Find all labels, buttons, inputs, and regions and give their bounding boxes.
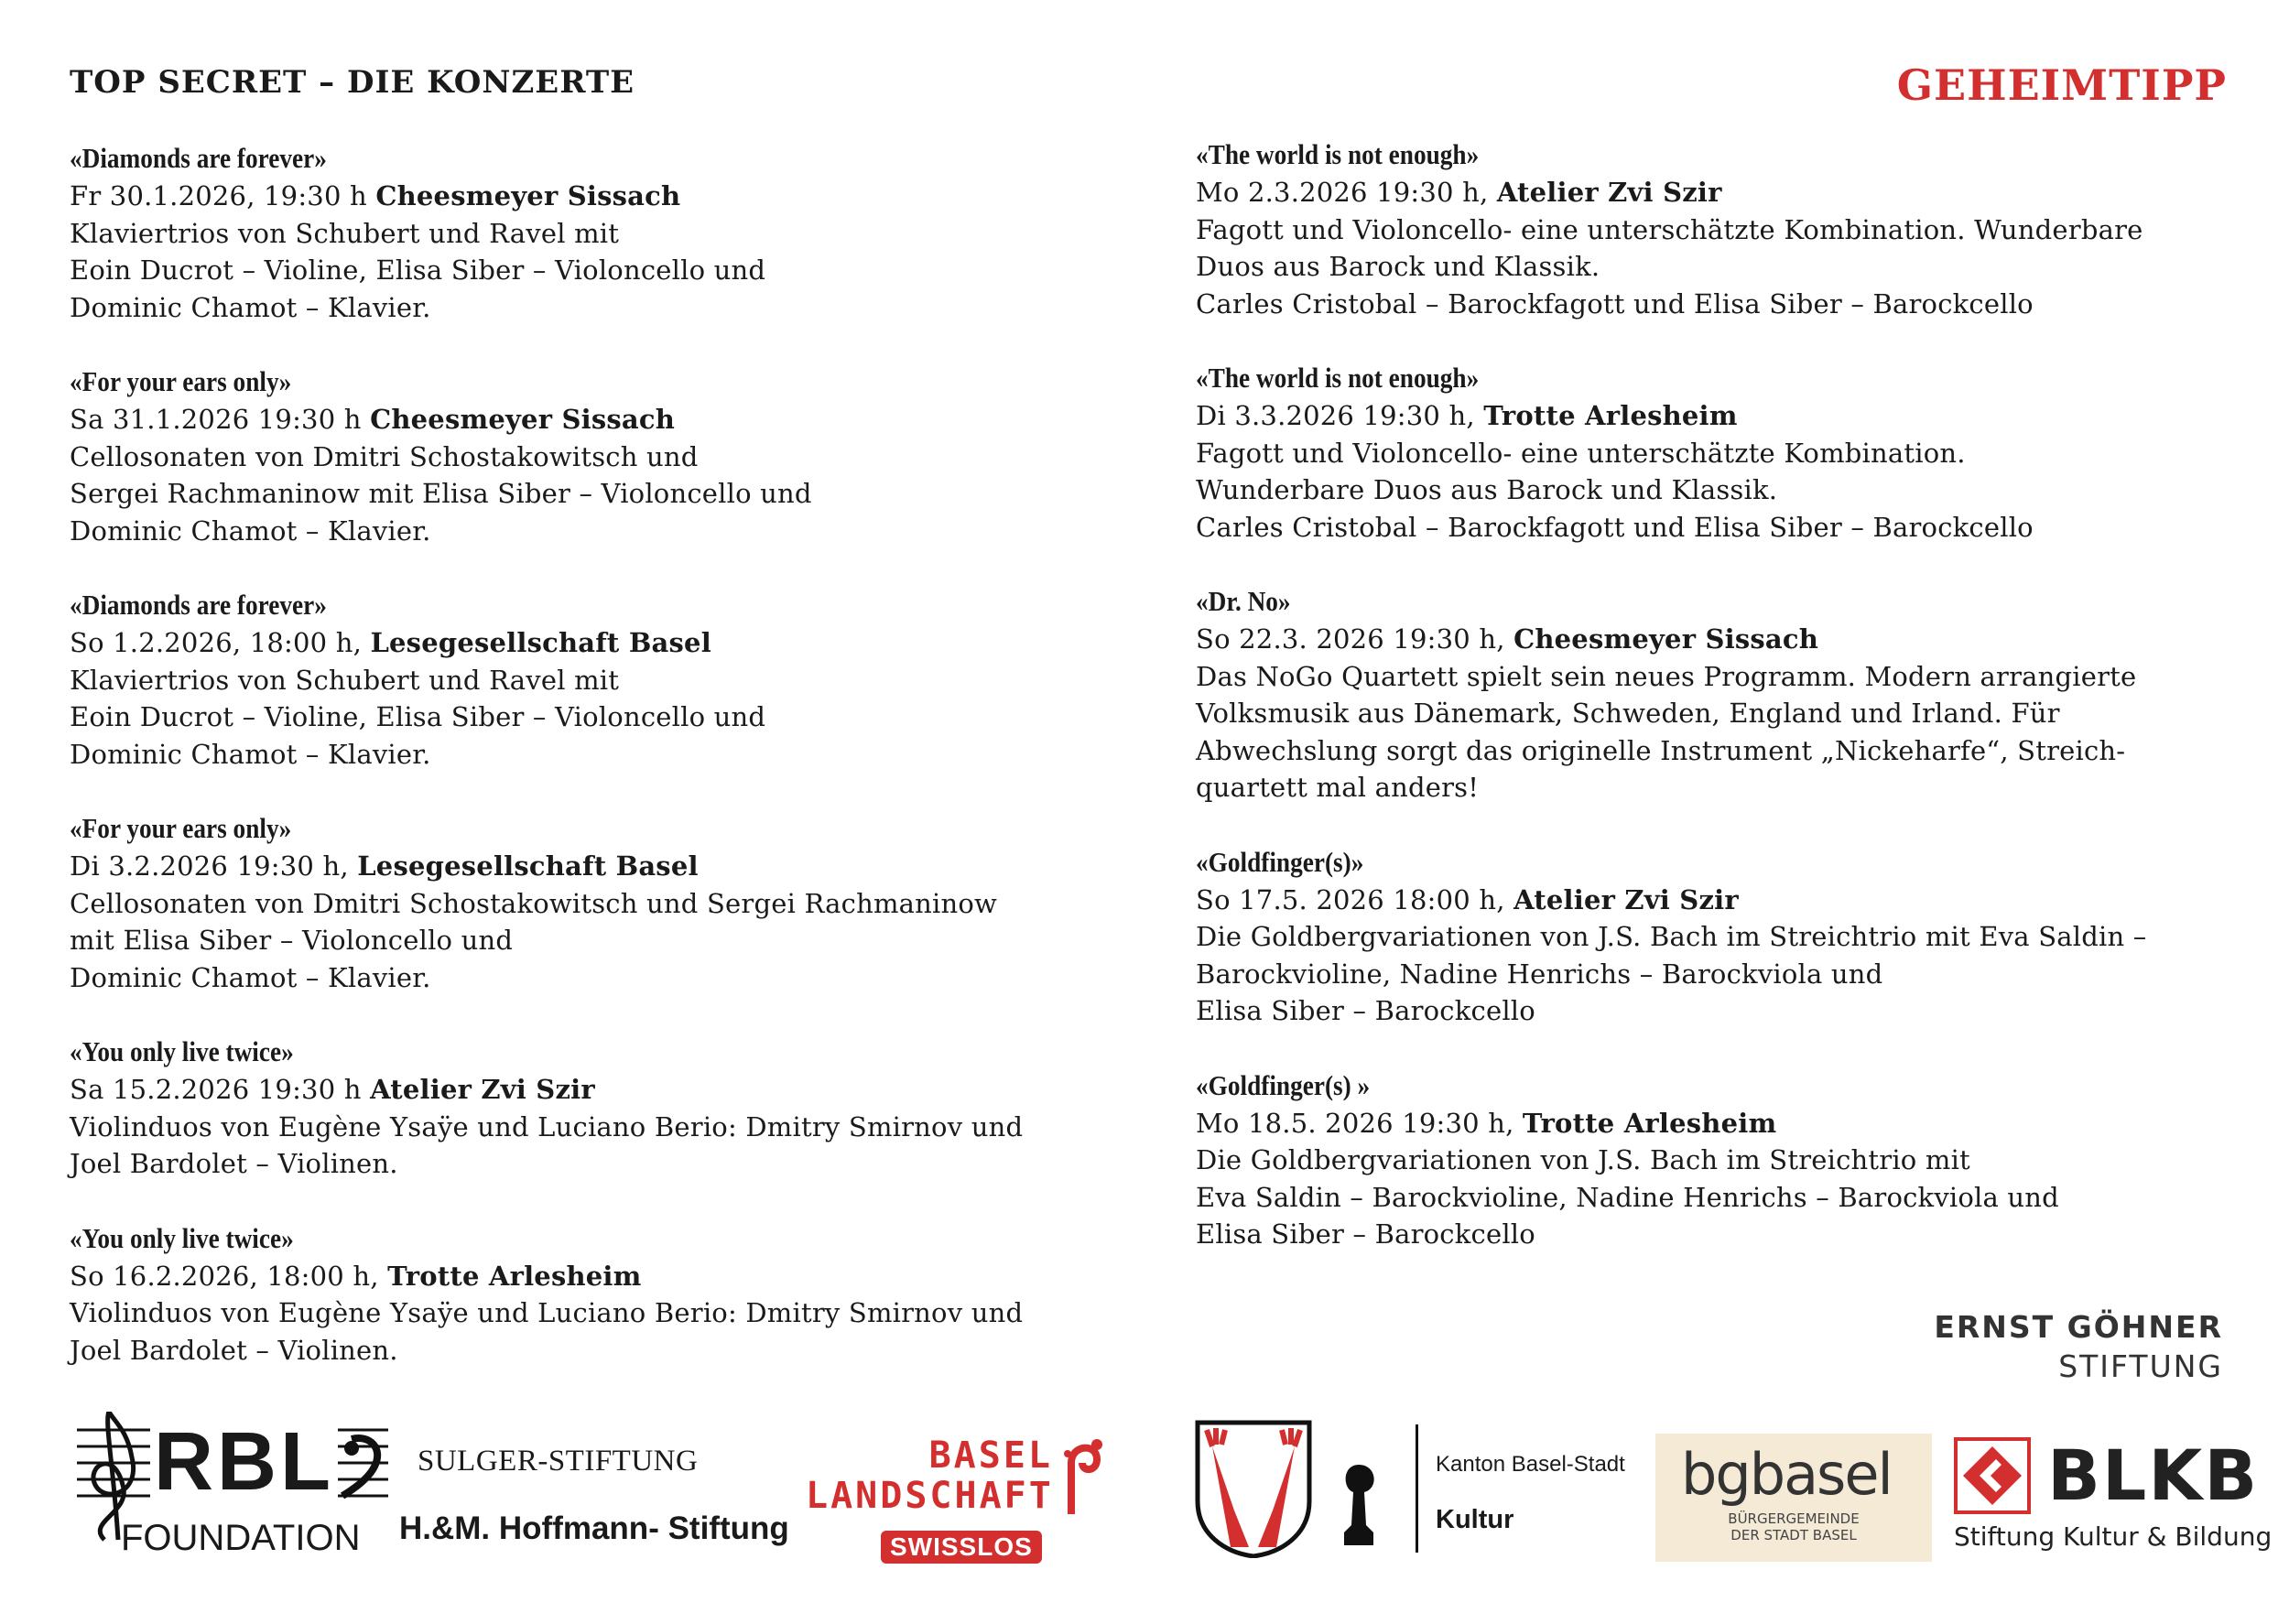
concert-description-line: Cellosonaten von Dmitri Schostakowitsch und Sergei Rachmaninow: [70, 887, 998, 919]
concert-description-line: Carles Cristobal – Barockfagott und Elisa Siber – Barockcello: [1196, 511, 2034, 543]
concert-venue: Trotte Arlesheim: [1522, 1107, 1777, 1139]
basel-text: BASEL: [928, 1435, 1053, 1477]
landschaft-text: LANDSCHAFT: [806, 1475, 1054, 1517]
concert-entry: [70, 809, 1150, 996]
goehner-stiftung: STIFTUNG: [2058, 1348, 2223, 1384]
concert-date: So 1.2.2026, 18:00 h,: [70, 627, 371, 658]
concert-description-line: Duos aus Barock und Klassik.: [1196, 251, 1600, 282]
kanton-divider: [1416, 1424, 1418, 1553]
blkb-mark-icon: [1954, 1437, 2031, 1514]
concert-entry: [70, 363, 1150, 549]
goehner-name: ERNST GÖHNER: [1934, 1309, 2223, 1345]
concert-date-venue: [1196, 174, 2276, 211]
concert-description-line: Carles Cristobal – Barockfagott und Elisa Siber – Barockcello: [1196, 287, 2034, 319]
concert-description-line: Wunderbare Duos aus Barock und Klassik.: [1196, 474, 1778, 505]
rbl-foundation-text: FOUNDATION: [121, 1518, 361, 1558]
ernst-goehner-stiftung-logo: [1934, 1309, 2223, 1384]
sulger-stiftung-logo: SULGER-STIFTUNG: [418, 1445, 699, 1478]
concert-title: «The world is not enough»: [1196, 362, 1480, 394]
concert-entry: [1196, 582, 2276, 807]
bgbasel-logo: [1655, 1434, 1932, 1562]
kanton-kultur: Kultur: [1436, 1505, 1514, 1534]
concert-description-line: Volksmusik aus Dänemark, Schweden, England und Irland. Für: [1196, 698, 2060, 729]
concert-description-line: quartett mal anders!: [1196, 772, 1480, 803]
concert-title: «For your ears only»: [70, 365, 292, 397]
concert-description-line: Dominic Chamot – Klavier.: [70, 291, 431, 323]
concert-description-line: Fagott und Violoncello- eine unterschätzte Kombination.: [1196, 437, 1966, 469]
hoffmann-stiftung-logo: H.&M. Hoffmann- Stiftung: [399, 1510, 789, 1546]
concert-description-line: Elisa Siber – Barockcello: [1196, 1218, 1535, 1250]
concert-description-line: Dominic Chamot – Klavier.: [70, 514, 431, 547]
concert-description-line: Joel Bardolet – Violinen.: [70, 1148, 398, 1179]
kanton-name: Kanton Basel-Stadt: [1436, 1452, 1625, 1477]
concert-description-line: Dominic Chamot – Klavier.: [70, 961, 431, 993]
geheimtipp-badge: GEHEIMTIPP: [1896, 60, 2227, 110]
concert-description-line: Eoin Ducrot – Violine, Elisa Siber – Violoncello und: [70, 701, 766, 732]
concert-description-line: Fagott und Violoncello- eine unterschätzte Kombination. Wunderbare: [1196, 213, 2143, 245]
concert-title: «You only live twice»: [70, 1035, 294, 1067]
concerts-left-column: [70, 139, 1150, 1405]
concert-title: «You only live twice»: [70, 1221, 294, 1254]
kanton-basel-stadt-logo: [1416, 1424, 1644, 1553]
concert-description-line: Barockvioline, Nadine Henrichs – Barockviola und: [1196, 958, 1883, 990]
concert-title: «The world is not enough»: [1196, 138, 1480, 170]
concert-description-line: Violinduos von Eugène Ysaÿe und Luciano Berio: Dmitry Smirnov und: [70, 1110, 1024, 1142]
concert-venue: Atelier Zvi Szir: [370, 1074, 595, 1105]
concert-description-line: Cellosonaten von Dmitri Schostakowitsch und: [70, 440, 699, 472]
concert-date: Di 3.2.2026 19:30 h,: [70, 850, 358, 882]
concert-date-venue: [70, 848, 1150, 885]
concert-description-line: Elisa Siber – Barockcello: [1196, 995, 1535, 1026]
concert-venue: Lesegesellschaft Basel: [357, 850, 699, 882]
concert-entry: [1196, 843, 2276, 1030]
blkb-subtitle: Stiftung Kultur & Bildung: [1954, 1521, 2273, 1552]
baselland-crozier-icon: [1064, 1435, 1104, 1514]
concert-description-line: Joel Bardolet – Violinen.: [70, 1334, 398, 1366]
concert-title: «Goldfinger(s) »: [1196, 1068, 1371, 1101]
concert-entry: [70, 139, 1150, 326]
concert-date: Sa 31.1.2026 19:30 h: [70, 404, 371, 435]
rbl-foundation-logo: [77, 1412, 388, 1558]
concert-description-line: Die Goldbergvariationen von J.S. Bach im Streichtrio mit: [1196, 1144, 1970, 1175]
concert-date-venue: [70, 178, 1150, 215]
concert-description-line: Klaviertrios von Schubert und Ravel mit: [70, 217, 620, 249]
basel-stab-icon: [1333, 1461, 1384, 1553]
blkb-logo: [1954, 1432, 2273, 1560]
concert-entry: [70, 1033, 1150, 1183]
concert-description-line: mit Elisa Siber – Violoncello und: [70, 925, 514, 956]
concert-entry: [1196, 135, 2276, 322]
concert-venue: Lesegesellschaft Basel: [370, 627, 711, 658]
concert-venue: Cheesmeyer Sissach: [370, 404, 676, 435]
blkb-name: BLKB: [2047, 1435, 2260, 1516]
bgbasel-subtitle: [1655, 1510, 1932, 1543]
riehen-coat-of-arms-icon: [1194, 1419, 1313, 1562]
basel-landschaft-text: [806, 1435, 1053, 1516]
concert-venue: Atelier Zvi Szir: [1496, 177, 1722, 208]
concert-venue: Trotte Arlesheim: [387, 1260, 642, 1292]
concert-date-venue: [70, 401, 1150, 438]
rbl-letters: RBL: [150, 1421, 338, 1503]
concert-description-line: Dominic Chamot – Klavier.: [70, 738, 431, 770]
concert-title: «Goldfinger(s)»: [1196, 845, 1364, 878]
concert-entry: [70, 1219, 1150, 1370]
concert-description-line: Eoin Ducrot – Violine, Elisa Siber – Violoncello und: [70, 254, 766, 286]
concerts-right-column: [1196, 135, 2276, 1290]
concert-title: «Dr. No»: [1196, 585, 1291, 617]
concert-description-line: Die Goldbergvariationen von J.S. Bach im Streichtrio mit Eva Saldin –: [1196, 921, 2147, 952]
bgbasel-sub-line-1: BÜRGERGEMEINDE: [1728, 1510, 1860, 1527]
concert-date: So 17.5. 2026 18:00 h,: [1196, 883, 1514, 915]
concert-date-venue: [70, 1258, 1150, 1295]
concert-venue: Atelier Zvi Szir: [1513, 883, 1739, 915]
concert-date: Di 3.3.2026 19:30 h,: [1196, 400, 1484, 431]
concert-description-line: Sergei Rachmaninow mit Elisa Siber – Violoncello und: [70, 478, 812, 509]
concert-date: Fr 30.1.2026, 19:30 h: [70, 180, 376, 211]
concert-venue: Cheesmeyer Sissach: [375, 180, 681, 211]
concert-entry: [1196, 359, 2276, 546]
concert-date-venue: [1196, 621, 2276, 658]
concert-venue: Cheesmeyer Sissach: [1513, 623, 1819, 655]
concert-date-venue: [1196, 1105, 2276, 1142]
concert-date: So 16.2.2026, 18:00 h,: [70, 1260, 388, 1292]
basel-landschaft-logo: [806, 1435, 1117, 1573]
concert-description-line: Abwechslung sorgt das originelle Instrument „Nickeharfe“, Streich-: [1196, 734, 2126, 766]
concert-date-venue: [1196, 397, 2276, 435]
concert-description-line: Eva Saldin – Barockvioline, Nadine Henrichs – Barockviola und: [1196, 1181, 2059, 1213]
concert-date-venue: [1196, 882, 2276, 919]
concert-description-line: Klaviertrios von Schubert und Ravel mit: [70, 664, 620, 696]
concert-entry: [70, 586, 1150, 773]
concert-description-line: Das NoGo Quartett spielt sein neues Programm. Modern arrangierte: [1196, 660, 2137, 692]
concert-date-venue: [70, 1071, 1150, 1109]
concert-description-line: Violinduos von Eugène Ysaÿe und Luciano Berio: Dmitry Smirnov und: [70, 1297, 1024, 1328]
concert-date-venue: [70, 624, 1150, 662]
concert-date: Sa 15.2.2026 19:30 h: [70, 1074, 371, 1105]
concert-date: So 22.3. 2026 19:30 h,: [1196, 623, 1514, 655]
concert-title: «For your ears only»: [70, 812, 292, 844]
bgbasel-sub-line-2: DER STADT BASEL: [1730, 1527, 1857, 1543]
swisslos-badge: SWISSLOS: [881, 1531, 1042, 1564]
concert-date: Mo 18.5. 2026 19:30 h,: [1196, 1107, 1523, 1139]
concert-date: Mo 2.3.2026 19:30 h,: [1196, 177, 1497, 208]
concert-entry: [1196, 1066, 2276, 1253]
page-title: TOP SECRET – DIE KONZERTE: [70, 64, 635, 101]
concert-title: «Diamonds are forever»: [70, 589, 327, 621]
concert-title: «Diamonds are forever»: [70, 142, 327, 174]
concert-venue: Trotte Arlesheim: [1483, 400, 1738, 431]
bgbasel-name: bgbasel: [1681, 1441, 1892, 1508]
